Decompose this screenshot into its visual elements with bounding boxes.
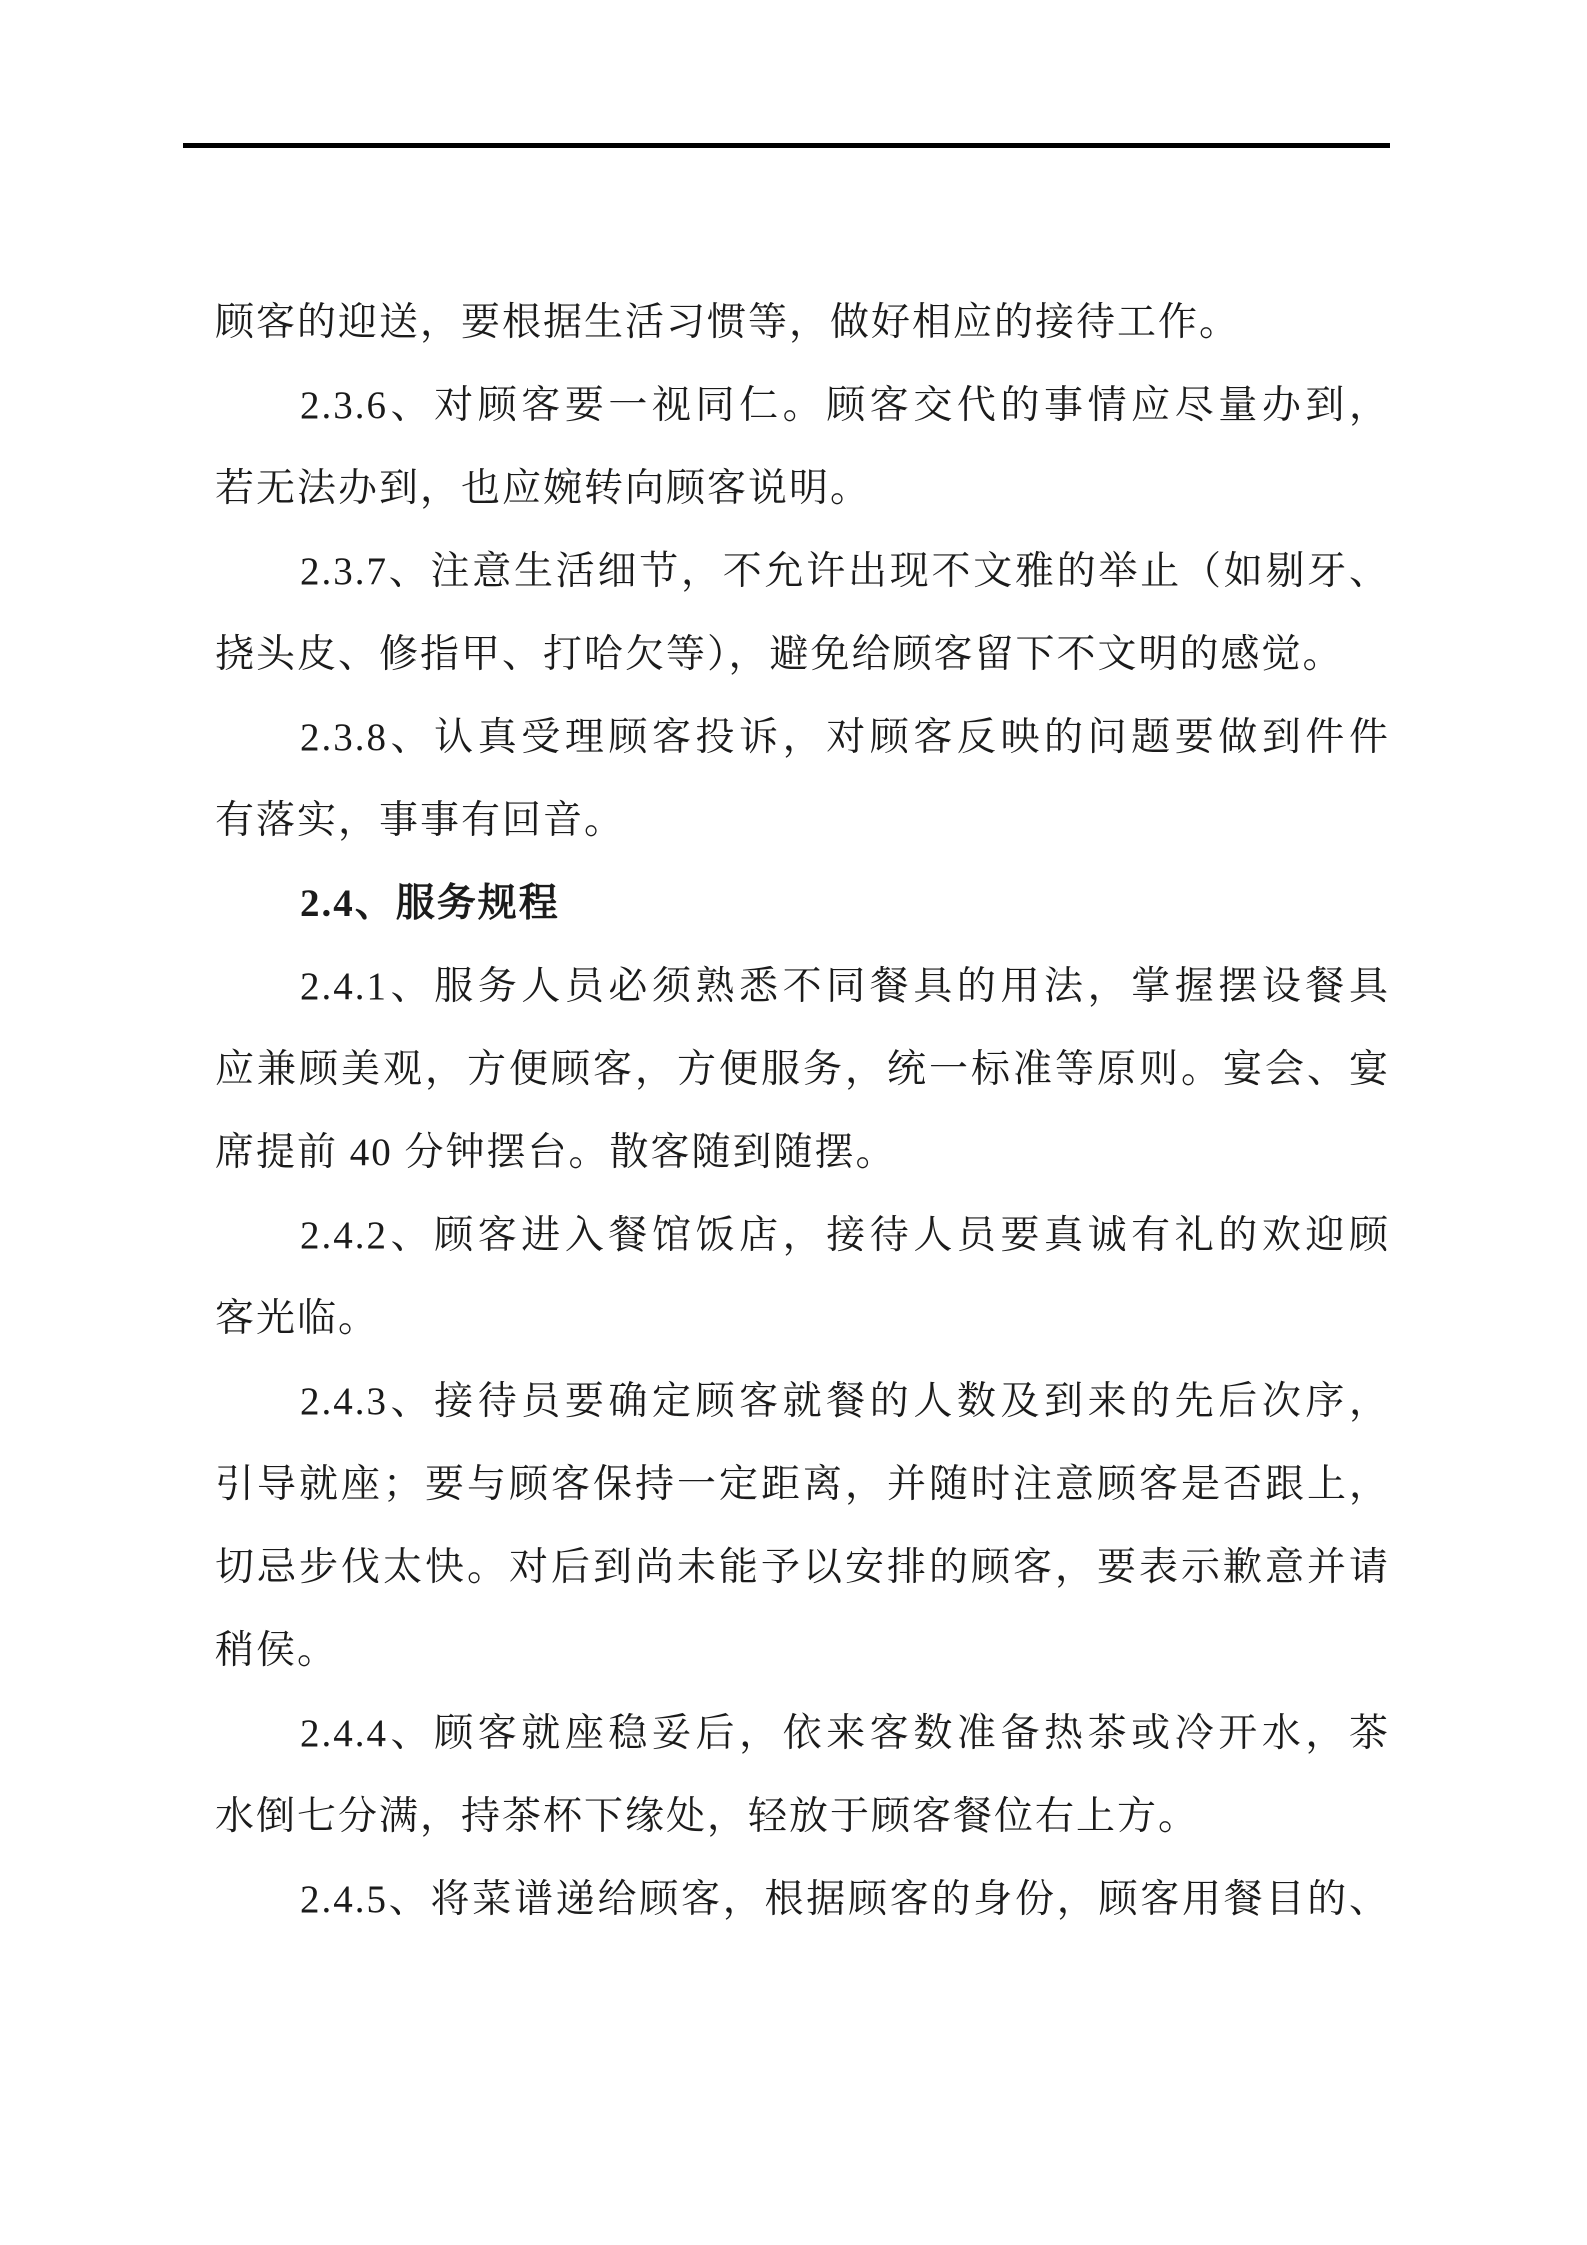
text-line: 2.4.2、顾客进入餐馆饭店，接待人员要真诚有礼的欢迎顾 xyxy=(300,1214,1390,1257)
text-line: 水倒七分满，持茶杯下缘处，轻放于顾客餐位右上方。 xyxy=(215,1795,1200,1838)
text-line: 2.4.3、接待员要确定顾客就餐的人数及到来的先后次序， xyxy=(300,1380,1390,1423)
section-heading: 2.4、服务规程 xyxy=(300,882,560,925)
text-line: 有落实，事事有回音。 xyxy=(215,799,626,842)
text-line: 2.3.7、注意生活细节，不允许出现不文雅的举止（如剔牙、 xyxy=(300,550,1390,593)
text-line: 引导就座；要与顾客保持一定距离，并随时注意顾客是否跟上， xyxy=(215,1463,1390,1506)
document-body xyxy=(215,281,1390,1941)
text-line: 客光临。 xyxy=(215,1297,380,1340)
text-line: 2.3.8、认真受理顾客投诉，对顾客反映的问题要做到件件 xyxy=(300,716,1390,759)
text-line: 切忌步伐太快。对后到尚未能予以安排的顾客，要表示歉意并请 xyxy=(215,1546,1390,1589)
text-line: 稍侯。 xyxy=(215,1629,339,1672)
text-line: 顾客的迎送，要根据生活习惯等，做好相应的接待工作。 xyxy=(215,301,1241,344)
text-line: 2.3.6、对顾客要一视同仁。顾客交代的事情应尽量办到， xyxy=(300,384,1390,427)
header-rule xyxy=(183,143,1390,148)
text-line: 2.4.5、将菜谱递给顾客，根据顾客的身份，顾客用餐目的、 xyxy=(300,1878,1390,1921)
text-line: 挠头皮、修指甲、打哈欠等），避免给顾客留下不文明的感觉。 xyxy=(215,633,1344,676)
text-line: 2.4.1、服务人员必须熟悉不同餐具的用法，掌握摆设餐具 xyxy=(300,965,1390,1008)
text-line: 2.4.4、顾客就座稳妥后，依来客数准备热茶或冷开水，茶 xyxy=(300,1712,1390,1755)
text-line: 应兼顾美观，方便顾客，方便服务，统一标准等原则。宴会、宴 xyxy=(215,1048,1390,1091)
text-line: 若无法办到，也应婉转向顾客说明。 xyxy=(215,467,872,510)
text-line: 席提前 40 分钟摆台。散客随到随摆。 xyxy=(215,1131,897,1174)
